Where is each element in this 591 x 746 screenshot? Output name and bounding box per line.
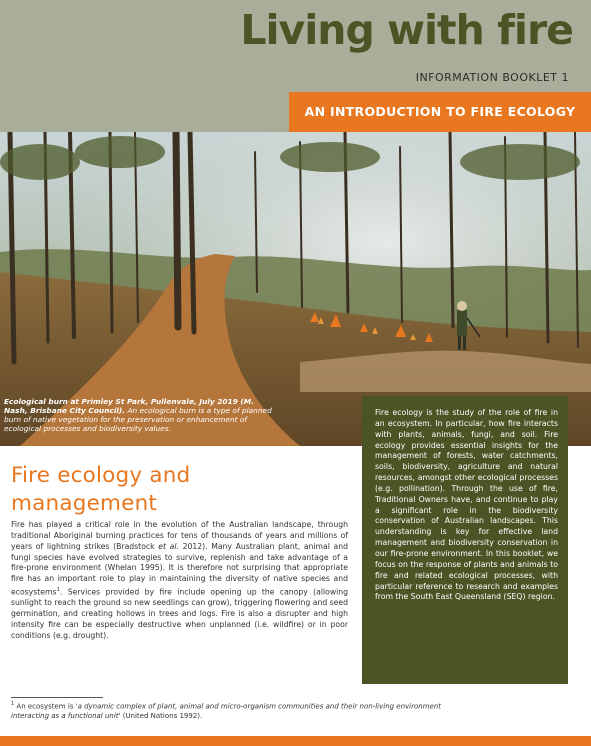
- photo-caption: [4, 397, 279, 433]
- footnote-lead: An ecosystem is: [14, 702, 76, 711]
- photo-caption-lead: Ecological burn at Primley St Park, Pullenvale, July 2019 (M. Nash, Brisbane City Council).: [4, 397, 254, 415]
- subtitle-bar: [289, 92, 591, 132]
- footnote-quote: 'a dynamic complex of plant, animal and micro-organism communities and their non-living environment interacting as a functional unit': [11, 702, 442, 720]
- section-title: Fire ecology and management: [11, 463, 191, 516]
- summary-text: Fire ecology is the study of the role of fire in an ecosystem. In particular, how fire interacts with plants, animals, fungi, and soil. Fire ecology provides essential insights for the management of forests, water catchments, soils, biodiversity, agriculture and natural resources, amongst other ecological processes (e.g. pollination). Through the use of fire, Traditional Owners have, and continue to play a significant role in the biodiversity conservation of Australian landscapes. This understanding is key for effective land management and biodiversity conservation in our fire-prone environment. In this booklet, we focus on the response of plants and animals to fire and related ecological processes, with particular reference to research and examples from the South East Queensland (SEQ) region.: [375, 408, 558, 602]
- body-part-1: Fire has played a critical role in the evolution of the Australian landscape, through traditional Aboriginal burning practices for tens of thousands of years and millions of years of lightning strikes (Bradstock: [11, 520, 348, 551]
- body-part-2: 2012). Many Australian plant, animal and fungi species have evolved strategies to survive, replenish and take advantage of a fire-prone environment (Whelan 1995). It is therefore not surprising that appropriate fire has an important role to play in maintaining the diversity of native species and ecosystems: [11, 541, 348, 597]
- footnote-ref: 1: [56, 587, 60, 594]
- booklet-label: INFORMATION BOOKLET 1: [415, 71, 569, 84]
- section-body: [11, 520, 348, 642]
- footnote-number: 1: [11, 701, 15, 707]
- footnote: [11, 700, 471, 721]
- page-title: Living with fire: [240, 6, 573, 54]
- subtitle: AN INTRODUCTION TO FIRE ECOLOGY: [304, 104, 576, 119]
- footnote-divider: [11, 697, 103, 698]
- fire-ecology-summary-box: [362, 396, 568, 684]
- bottom-bar: [0, 736, 591, 746]
- body-part-3: . Services provided by fire include opening up the canopy (allowing sunlight to reach the ground so new seedlings can grow), triggering flowering and seed germination, and creating hollows in trees and logs. Fire is also a disrupter and high intensity fire can be especially destructive when unplanned (i.e. wildfire) or in poor conditions (e.g. drought).: [11, 587, 348, 640]
- photo-caption-rest: An ecological burn is a type of planned burn of native vegetation for the preservation or enhancement of ecological processes and biodiversity values.: [4, 406, 272, 433]
- footnote-tail: (United Nations 1992).: [120, 711, 203, 720]
- body-et-al: et al.: [158, 541, 179, 551]
- header-band: [0, 0, 591, 132]
